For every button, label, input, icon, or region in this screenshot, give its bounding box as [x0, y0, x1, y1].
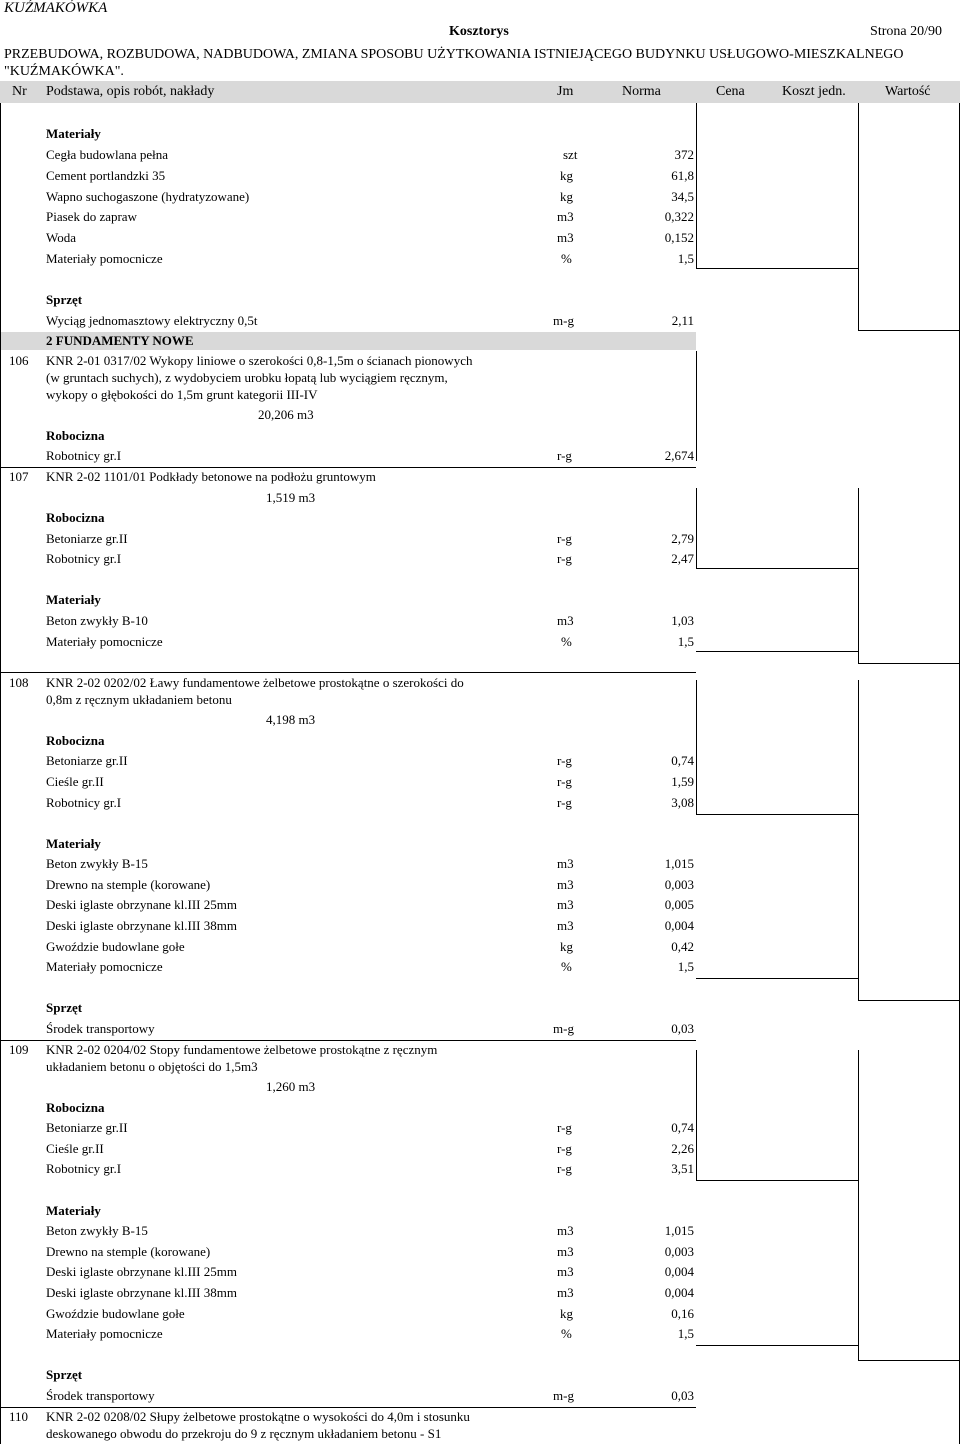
company-logo-text: KUŹMAKÓWKA: [4, 0, 108, 16]
item-norm: 1,015: [664, 1223, 694, 1238]
grid-line: [696, 1345, 858, 1346]
item-name: Betoniarze gr.II: [46, 531, 128, 546]
item-unit: kg: [560, 1306, 573, 1321]
position-number: 109: [9, 1042, 29, 1057]
grid-line: [696, 978, 858, 979]
item-unit: m3: [557, 1285, 574, 1300]
item-name: Materiały pomocnicze: [46, 1326, 163, 1341]
item-norm: 1,03: [671, 613, 694, 628]
item-norm: 2,26: [671, 1141, 694, 1156]
item-unit: r-g: [557, 1161, 572, 1176]
item-norm: 0,03: [671, 1388, 694, 1403]
page-number: Strona 20/90: [870, 24, 942, 39]
item-name: Beton zwykły B-10: [46, 613, 148, 628]
grid-line: [858, 663, 959, 664]
col-norm: Norma: [622, 84, 661, 99]
position-description: KNR 2-02 0208/02 Słupy żelbetowe prostokątne o wysokości do 4,0m i stosunku: [46, 1409, 470, 1424]
item-unit: r-g: [557, 551, 572, 566]
item-name: Piasek do zapraw: [46, 209, 137, 224]
item-name: Drewno na stemple (korowane): [46, 877, 211, 892]
position-quantity: 20,206 m3: [258, 407, 314, 422]
position-description: KNR 2-02 0202/02 Ławy fundamentowe żelbetowe prostokątne o szerokości do: [46, 675, 464, 690]
grid-line: [858, 1360, 959, 1361]
item-unit: m3: [557, 856, 574, 871]
grid-line: [696, 680, 697, 814]
grid-line: [858, 1050, 859, 1360]
item-name: Deski iglaste obrzynane kl.III 25mm: [46, 897, 237, 912]
item-name: Wapno suchogaszone (hydratyzowane): [46, 189, 250, 204]
grid-line: [858, 680, 859, 1000]
position-description: KNR 2-01 0317/02 Wykopy liniowe o szerokości 0,8-1,5m o ścianach pionowych: [46, 353, 473, 368]
grid-line: [696, 1050, 697, 1180]
item-norm: 34,5: [671, 189, 694, 204]
item-unit: %: [561, 959, 572, 974]
position-description: 0,8m z ręcznym układaniem betonu: [46, 692, 232, 707]
item-unit: m3: [557, 1264, 574, 1279]
item-name: Środek transportowy: [46, 1388, 155, 1403]
item-unit: %: [561, 1326, 572, 1341]
item-norm: 0,004: [664, 1264, 694, 1279]
item-unit: szt: [563, 147, 578, 162]
item-norm: 0,74: [671, 1120, 694, 1135]
item-unit: m3: [557, 1244, 574, 1259]
item-norm: 1,5: [677, 959, 694, 974]
grid-line: [858, 103, 859, 330]
item-name: Deski iglaste obrzynane kl.III 25mm: [46, 1264, 237, 1279]
item-norm: 0,322: [664, 209, 694, 224]
col-price: Cena: [716, 84, 745, 99]
document-title: Kosztorys: [449, 24, 509, 39]
chapter-title: 2 FUNDAMENTY NOWE: [46, 333, 194, 348]
item-unit: m3: [557, 230, 574, 245]
item-norm: 1,5: [677, 634, 694, 649]
table-border-left: [0, 103, 1, 1444]
item-name: Wyciąg jednomasztowy elektryczny 0,5t: [46, 313, 258, 328]
item-norm: 0,003: [664, 877, 694, 892]
item-norm: 0,03: [671, 1021, 694, 1036]
item-unit: m3: [557, 613, 574, 628]
col-value: Wartość: [885, 84, 931, 99]
position-description: układaniem betonu o objętości do 1,5m3: [46, 1059, 258, 1074]
section-materials: Materiały: [46, 1203, 101, 1218]
item-unit: kg: [560, 168, 573, 183]
item-norm: 0,004: [664, 918, 694, 933]
item-name: Deski iglaste obrzynane kl.III 38mm: [46, 918, 237, 933]
item-norm: 61,8: [671, 168, 694, 183]
item-name: Cieśle gr.II: [46, 1141, 104, 1156]
item-norm: 0,74: [671, 753, 694, 768]
position-description: deskowanego obwodu do przekroju do 9 z ręcznym układaniem betonu - S1: [46, 1426, 442, 1441]
item-unit: m3: [557, 897, 574, 912]
position-number: 108: [9, 675, 29, 690]
item-norm: 2,79: [671, 531, 694, 546]
grid-line: [696, 268, 858, 269]
grid-line: [696, 814, 858, 815]
item-unit: %: [561, 634, 572, 649]
item-unit: kg: [560, 939, 573, 954]
item-unit: m-g: [553, 1388, 574, 1403]
item-name: Materiały pomocnicze: [46, 959, 163, 974]
section-equipment: Sprzęt: [46, 1367, 83, 1382]
section-materials: Materiały: [46, 836, 101, 851]
grid-line: [858, 488, 859, 663]
grid-line: [0, 1040, 696, 1041]
item-name: Robotnicy gr.I: [46, 1161, 122, 1176]
item-name: Cegła budowlana pełna: [46, 147, 169, 162]
position-quantity: 1,519 m3: [266, 490, 316, 505]
item-name: Deski iglaste obrzynane kl.III 38mm: [46, 1285, 237, 1300]
item-name: Cement portlandzki 35: [46, 168, 166, 183]
grid-line: [858, 330, 959, 331]
grid-line: [696, 568, 858, 569]
grid-line: [696, 651, 858, 652]
item-name: Beton zwykły B-15: [46, 856, 148, 871]
item-norm: 0,004: [664, 1285, 694, 1300]
item-norm: 2,11: [671, 313, 694, 328]
item-norm: 3,51: [671, 1161, 694, 1176]
item-name: Robotnicy gr.I: [46, 795, 122, 810]
item-norm: 2,674: [664, 448, 694, 463]
item-unit: r-g: [557, 753, 572, 768]
section-labour: Robocizna: [46, 510, 105, 525]
item-unit: r-g: [557, 531, 572, 546]
grid-line: [858, 1000, 959, 1001]
item-name: Materiały pomocnicze: [46, 634, 163, 649]
section-labour: Robocizna: [46, 428, 105, 443]
item-unit: r-g: [557, 1141, 572, 1156]
grid-line: [0, 467, 696, 468]
item-norm: 1,59: [671, 774, 694, 789]
position-number: 110: [9, 1409, 29, 1424]
section-equipment: Sprzęt: [46, 292, 83, 307]
grid-line: [696, 1180, 858, 1181]
section-equipment: Sprzęt: [46, 1000, 83, 1015]
item-norm: 0,003: [664, 1244, 694, 1259]
item-name: Robotnicy gr.I: [46, 448, 122, 463]
position-description: (w gruntach suchych), z wydobyciem urobku łopatą lub wyciągiem ręcznym,: [46, 370, 448, 385]
item-unit: m-g: [553, 313, 574, 328]
project-name: PRZEBUDOWA, ROZBUDOWA, NADBUDOWA, ZMIANA SPOSOBU UŻYTKOWANIA ISTNIEJĄCEGO BUDYNKU USŁUGOWO-MIESZKALNEGO "KUŹMAKÓWKA".: [4, 47, 904, 79]
item-name: Cieśle gr.II: [46, 774, 104, 789]
section-materials: Materiały: [46, 126, 101, 141]
item-name: Woda: [46, 230, 76, 245]
section-materials: Materiały: [46, 592, 101, 607]
item-norm: 0,152: [664, 230, 694, 245]
item-name: Robotnicy gr.I: [46, 551, 122, 566]
item-unit: m3: [557, 877, 574, 892]
grid-line: [0, 672, 696, 673]
section-labour: Robocizna: [46, 733, 105, 748]
item-unit: r-g: [557, 795, 572, 810]
item-name: Beton zwykły B-15: [46, 1223, 148, 1238]
item-norm: 2,47: [671, 551, 694, 566]
col-description: Podstawa, opis robót, nakłady: [46, 84, 215, 99]
position-description: KNR 2-02 1101/01 Podkłady betonowe na podłożu gruntowym: [46, 469, 376, 484]
position-quantity: 1,260 m3: [266, 1079, 316, 1094]
grid-line: [0, 1407, 696, 1408]
item-name: Drewno na stemple (korowane): [46, 1244, 211, 1259]
section-labour: Robocizna: [46, 1100, 105, 1115]
item-name: Gwoździe budowlane gołe: [46, 1306, 185, 1321]
item-unit: kg: [560, 189, 573, 204]
grid-line: [696, 103, 697, 268]
column-header-bar: [0, 81, 960, 103]
col-nr: Nr: [12, 84, 27, 99]
item-name: Betoniarze gr.II: [46, 1120, 128, 1135]
item-unit: r-g: [557, 774, 572, 789]
item-unit: m-g: [553, 1021, 574, 1036]
position-number: 107: [9, 469, 29, 484]
position-description: wykopy o głębokości do 1,5m grunt kategorii III-IV: [46, 387, 318, 402]
position-number: 106: [9, 353, 29, 368]
item-unit: m3: [557, 918, 574, 933]
item-norm: 1,5: [677, 1326, 694, 1341]
item-name: Materiały pomocnicze: [46, 251, 163, 266]
item-unit: m3: [557, 1223, 574, 1238]
item-unit: r-g: [557, 1120, 572, 1135]
item-unit: %: [561, 251, 572, 266]
grid-line: [696, 488, 697, 568]
col-unit-cost: Koszt jedn.: [782, 84, 846, 99]
item-unit: r-g: [557, 448, 572, 463]
col-unit: Jm: [557, 84, 574, 99]
item-norm: 372: [674, 147, 694, 162]
item-norm: 0,42: [671, 939, 694, 954]
item-norm: 1,5: [677, 251, 694, 266]
grid-line: [696, 351, 697, 461]
item-name: Gwoździe budowlane gołe: [46, 939, 185, 954]
item-norm: 0,16: [671, 1306, 694, 1321]
position-description: KNR 2-02 0204/02 Stopy fundamentowe żelbetowe prostokątne z ręcznym: [46, 1042, 438, 1057]
position-quantity: 4,198 m3: [266, 712, 316, 727]
item-name: Betoniarze gr.II: [46, 753, 128, 768]
item-norm: 0,005: [664, 897, 694, 912]
item-unit: m3: [557, 209, 574, 224]
item-norm: 3,08: [671, 795, 694, 810]
item-norm: 1,015: [664, 856, 694, 871]
item-name: Środek transportowy: [46, 1021, 155, 1036]
